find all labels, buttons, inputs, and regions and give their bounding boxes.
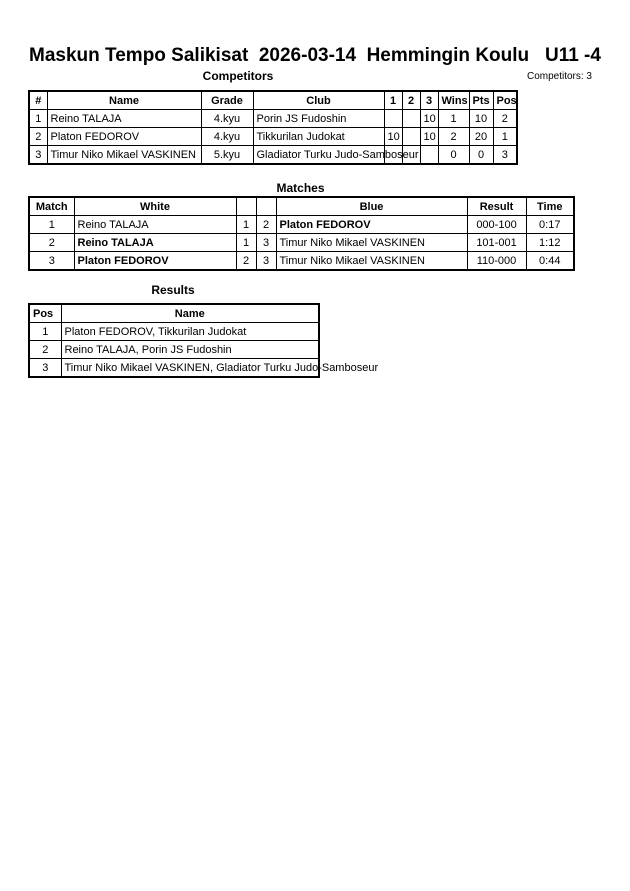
match-blue-name: Timur Niko Mikael VASKINEN <box>276 234 467 252</box>
competitor-club: Porin JS Fudoshin <box>253 110 384 128</box>
col-header-pos: Pos <box>29 304 61 323</box>
competitor-pos: 3 <box>493 146 517 165</box>
col-header-white-num <box>236 197 256 216</box>
col-header-time: Time <box>526 197 574 216</box>
competitor-wins: 2 <box>438 128 469 146</box>
competitor-wins: 1 <box>438 110 469 128</box>
col-header-name: Name <box>47 91 201 110</box>
competitor-grade: 4.kyu <box>201 128 253 146</box>
col-header-round-3: 3 <box>420 91 438 110</box>
competitor-name: Platon FEDOROV <box>47 128 201 146</box>
match-white-seed: 1 <box>236 234 256 252</box>
col-header-round-2: 2 <box>402 91 420 110</box>
result-pos: 1 <box>29 323 61 341</box>
match-white-name: Reino TALAJA <box>74 216 236 234</box>
result-name: Platon FEDOROV, Tikkurilan Judokat <box>61 323 319 341</box>
col-header-result: Result <box>467 197 526 216</box>
match-time: 0:44 <box>526 252 574 271</box>
result-row <box>29 341 319 359</box>
competitor-pts: 0 <box>469 146 493 165</box>
competitor-pts: 10 <box>469 110 493 128</box>
competitor-number: 2 <box>29 128 47 146</box>
competitor-score-1: 10 <box>384 128 402 146</box>
col-header-round-1: 1 <box>384 91 402 110</box>
competitors-count: Competitors: 3 <box>526 71 592 82</box>
match-white-seed: 1 <box>236 216 256 234</box>
results-table <box>28 303 379 378</box>
col-header-blue-num <box>256 197 276 216</box>
competitor-score-3: 10 <box>420 128 438 146</box>
competitor-pos: 1 <box>493 128 517 146</box>
result-pos: 3 <box>29 359 61 378</box>
competitors-table <box>28 90 518 165</box>
page-title: Maskun Tempo Salikisat 2026-03-14 Hemmingin Koulu U11 -4 <box>29 45 601 66</box>
competitor-score-2 <box>402 128 420 146</box>
competitor-score-3: 10 <box>420 110 438 128</box>
match-result: 000-100 <box>467 216 526 234</box>
result-pos: 2 <box>29 341 61 359</box>
match-number: 2 <box>29 234 74 252</box>
competitor-wins: 0 <box>438 146 469 165</box>
competitors-header-row <box>29 91 517 110</box>
match-result: 110-000 <box>467 252 526 271</box>
competitor-club: Tikkurilan Judokat <box>253 128 384 146</box>
result-row <box>29 323 319 341</box>
match-blue-name: Platon FEDOROV <box>276 216 467 234</box>
col-header-club: Club <box>253 91 384 110</box>
competitor-number: 3 <box>29 146 47 165</box>
col-header-match: Match <box>29 197 74 216</box>
col-header-blue: Blue <box>276 197 467 216</box>
match-blue-seed: 3 <box>256 252 276 271</box>
competitor-pts: 20 <box>469 128 493 146</box>
competitor-grade: 4.kyu <box>201 110 253 128</box>
matches-table <box>28 196 575 271</box>
competitor-number: 1 <box>29 110 47 128</box>
results-header-row <box>29 304 319 323</box>
matches-header-row <box>29 197 574 216</box>
match-number: 1 <box>29 216 74 234</box>
match-white-name: Reino TALAJA <box>74 234 236 252</box>
match-white-name: Platon FEDOROV <box>74 252 236 271</box>
col-header-white: White <box>74 197 236 216</box>
match-number: 3 <box>29 252 74 271</box>
match-time: 0:17 <box>526 216 574 234</box>
competitor-row <box>29 110 517 128</box>
col-header-name: Name <box>61 304 319 323</box>
title-wrap <box>0 42 630 72</box>
competitor-club: Gladiator Turku Judo-Samboseur <box>253 146 384 165</box>
match-row <box>29 216 574 234</box>
match-time: 1:12 <box>526 234 574 252</box>
competitor-pos: 2 <box>493 110 517 128</box>
competitor-row <box>29 128 517 146</box>
result-name: Timur Niko Mikael VASKINEN, Gladiator Turku Judo-Samboseur <box>61 359 319 378</box>
competitor-name: Timur Niko Mikael VASKINEN <box>47 146 201 165</box>
col-header-grade: Grade <box>201 91 253 110</box>
col-header-pts: Pts <box>469 91 493 110</box>
match-blue-seed: 3 <box>256 234 276 252</box>
competitor-score-3 <box>420 146 438 165</box>
competitor-grade: 5.kyu <box>201 146 253 165</box>
match-result: 101-001 <box>467 234 526 252</box>
result-row <box>29 359 319 378</box>
matches-heading: Matches <box>276 181 325 195</box>
col-header-number: # <box>29 91 47 110</box>
competitor-row <box>29 146 517 165</box>
results-heading: Results <box>151 283 195 297</box>
result-name: Reino TALAJA, Porin JS Fudoshin <box>61 341 319 359</box>
match-row <box>29 234 574 252</box>
competitor-score-2 <box>402 110 420 128</box>
match-blue-seed: 2 <box>256 216 276 234</box>
col-header-wins: Wins <box>438 91 469 110</box>
col-header-pos: Pos <box>493 91 517 110</box>
competitors-heading: Competitors <box>202 69 274 83</box>
competitor-name: Reino TALAJA <box>47 110 201 128</box>
match-row <box>29 252 574 271</box>
competitor-score-1 <box>384 110 402 128</box>
match-blue-name: Timur Niko Mikael VASKINEN <box>276 252 467 271</box>
match-white-seed: 2 <box>236 252 256 271</box>
